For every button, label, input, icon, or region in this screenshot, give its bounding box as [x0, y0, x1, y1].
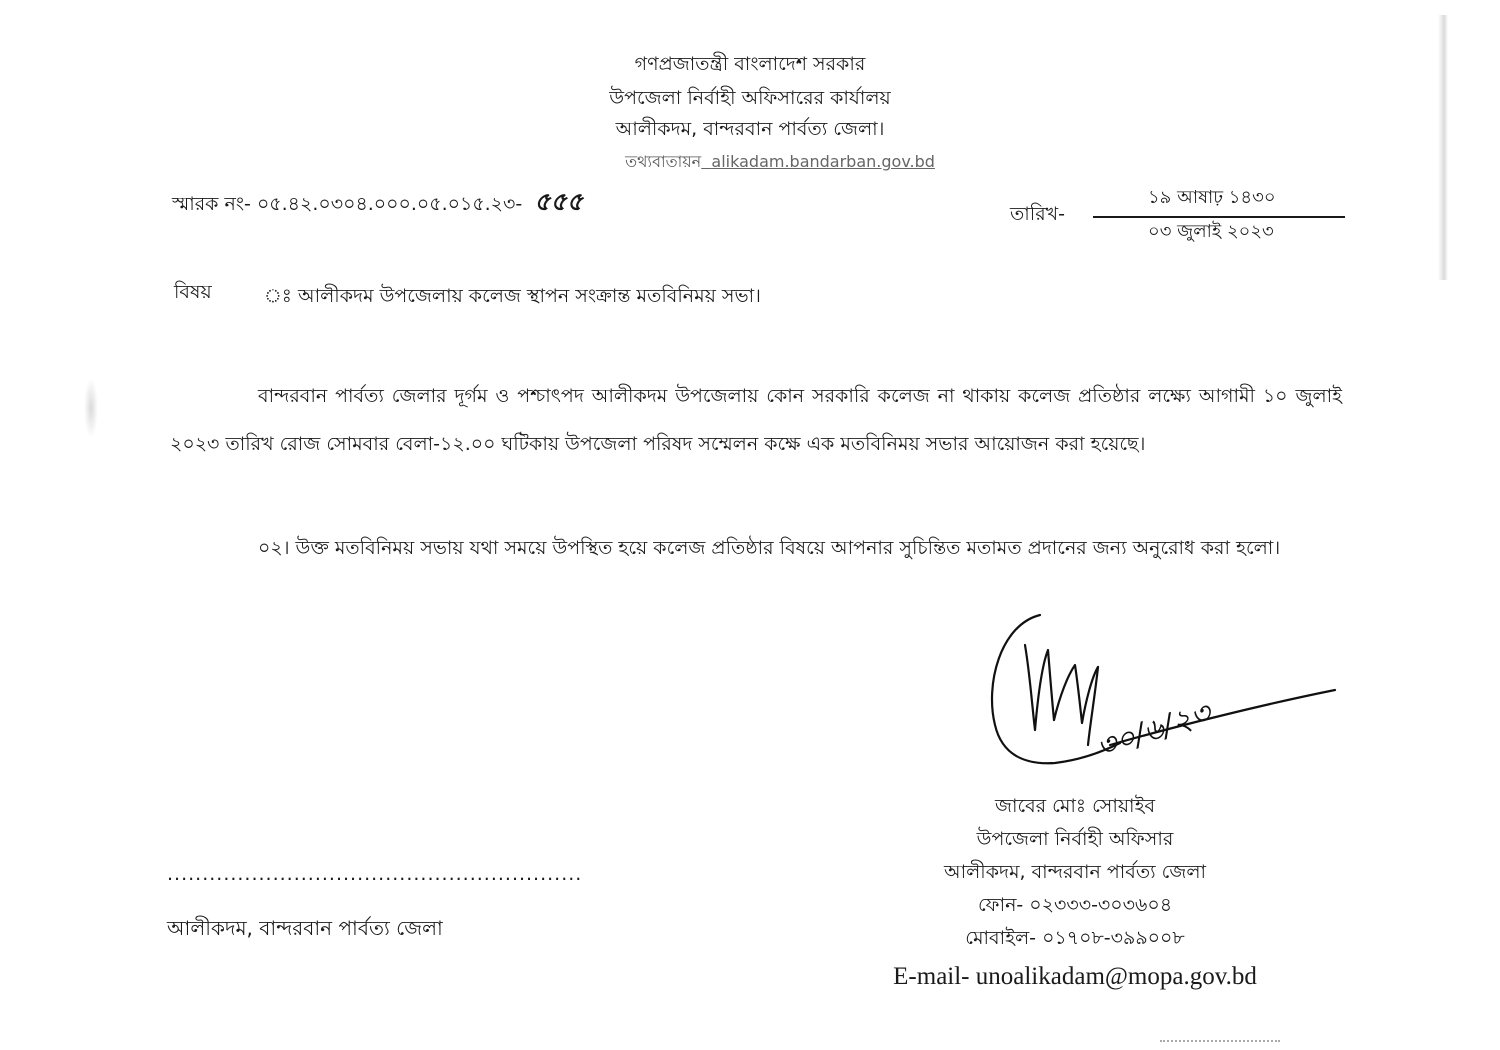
- info-portal-url[interactable]: alikadam.bandarban.gov.bd: [711, 152, 935, 171]
- subject-text: ঃ আলীকদম উপজেলায় কলেজ স্থাপন সংক্রান্ত মতবিনিময় সভা।: [264, 285, 761, 307]
- signatory-phone: ফোন- ০২৩৩৩-৩০৩৬০৪: [977, 894, 1173, 916]
- memo-number: [172, 187, 583, 216]
- memo-handwritten-number: ৫৫৫: [534, 187, 583, 216]
- handwritten-signature: [980, 605, 1350, 790]
- memo-label: স্মারক নং-: [172, 193, 251, 215]
- signatory-email[interactable]: E-mail- unoalikadam@mopa.gov.bd: [893, 963, 1257, 990]
- signatory-name: জাবের মোঃ সোয়াইব: [994, 795, 1156, 817]
- date-label: তারিখ-: [1010, 203, 1065, 225]
- signatory-block: [840, 790, 1310, 995]
- scan-smudge: [84, 378, 98, 438]
- body-paragraph-2: ০২। উক্ত মতবিনিময় সভায় যথা সময়ে উপস্থিত হয়ে কলেজ প্রতিষ্ঠার বিষয়ে আপনার সুচিন্তিত মতামত প্রদানের জন্য অনুরোধ করা হলো।: [258, 537, 1281, 559]
- date-bangla: ১৯ আষাঢ় ১৪৩০: [1148, 187, 1276, 208]
- signature-handwritten-date: ৩০/৬/২৩: [1092, 695, 1216, 766]
- office-location: আলীকদম, বান্দরবান পার্বত্য জেলা।: [615, 118, 885, 140]
- signatory-location: আলীকদম, বান্দরবান পার্বত্য জেলা: [943, 861, 1207, 883]
- government-title: গণপ্রজাতন্ত্রী বাংলাদেশ সরকার: [634, 53, 866, 75]
- subject-label: বিষয়: [174, 281, 212, 303]
- recipient-address: আলীকদম, বান্দরবান পার্বত্য জেলা: [167, 916, 443, 940]
- signatory-mobile: মোবাইল- ০১৭০৮-৩৯৯০০৮: [965, 927, 1185, 949]
- signatory-designation: উপজেলা নির্বাহী অফিসার: [976, 828, 1174, 850]
- info-portal-label: তথ্যবাতায়ন: [625, 152, 702, 171]
- date-gregorian: ০৩ জুলাই ২০২৩: [1148, 221, 1274, 242]
- info-portal-line: [30, 150, 1500, 174]
- office-name: উপজেলা নির্বাহী অফিসারের কার্যালয়: [609, 87, 891, 109]
- recipient-dotted-line: ...........................................................: [167, 863, 583, 885]
- page-corner-mark: [1160, 1040, 1280, 1048]
- body-paragraph-1: বান্দরবান পার্বত্য জেলার দূর্গম ও পশ্চাৎপদ আলীকদম উপজেলায় কোন সরকারি কলেজ না থাকায় কলেজ প্রতিষ্ঠার লক্ষ্যে আগামী ১০ জুলাই ২০২৩ তারিখ রোজ সোমবার বেলা-১২.০০ ঘটিকায় উপজেলা পরিষদ সম্মেলন কক্ষে এক মতবিনিময় সভার আয়োজন করা হয়েছে।: [170, 385, 1342, 455]
- date-divider: [1093, 216, 1345, 218]
- memo-number-text: ০৫.৪২.০৩০৪.০০০.০৫.০১৫.২৩-: [256, 193, 523, 215]
